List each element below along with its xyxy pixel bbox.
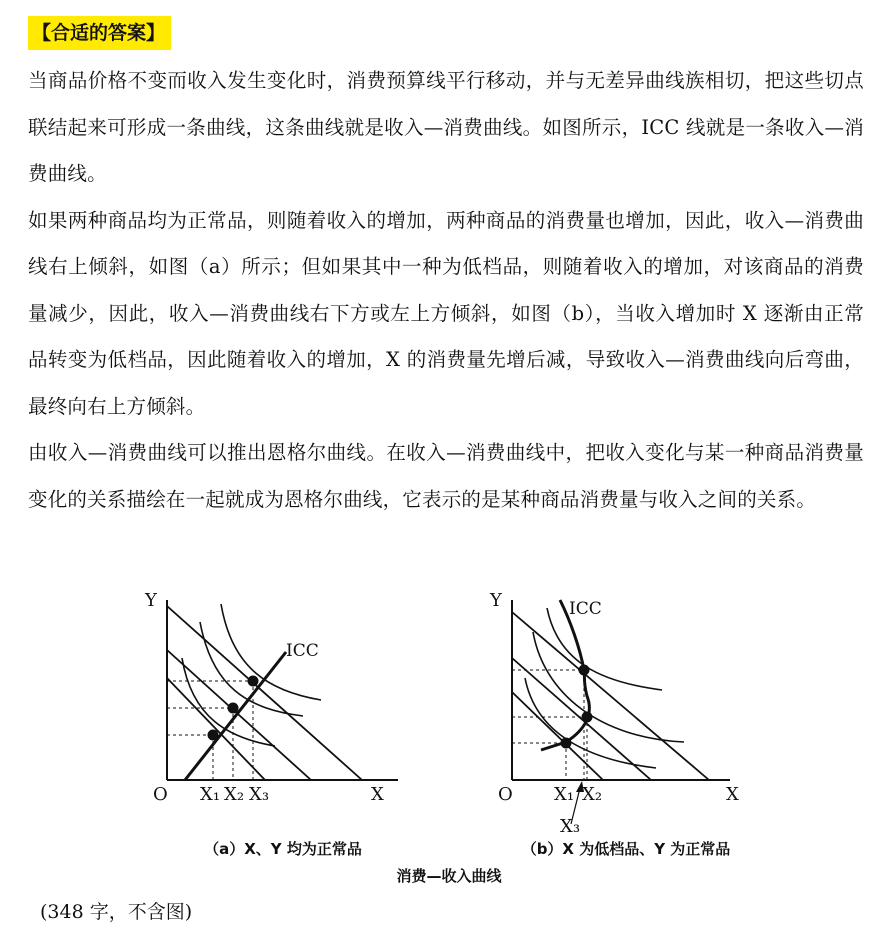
panel-b-origin-label: O	[498, 784, 513, 805]
panel-b-caption: （b）X 为低档品、Y 为正常品	[521, 840, 731, 858]
panel-a-caption: （a）X、Y 均为正常品	[204, 840, 362, 858]
panel-a	[144, 590, 398, 858]
panel-a-y-label: Y	[145, 590, 157, 611]
panel-b-x-label: X	[726, 784, 739, 805]
panel-b-tangent-point-1	[561, 738, 571, 748]
panel-a-x-label: X	[371, 784, 384, 805]
panel-a-x3-label: X₃	[249, 784, 270, 805]
icc-figure-svg	[0, 578, 890, 888]
panel-b-icc-label: ICC	[569, 599, 602, 619]
panel-a-x1-label: X₁	[200, 784, 221, 805]
paragraph-3: 由收入—消费曲线可以推出恩格尔曲线。在收入—消费曲线中，把收入变化与某一种商品消费量变化的关系描绘在一起就成为恩格尔曲线，它表示的是某种商品消费量与收入之间的关系。	[28, 441, 864, 511]
panel-a-tangent-point-2	[228, 703, 238, 713]
panel-b-tangent-point-2	[582, 712, 592, 722]
panel-b-x2-label: X₂	[582, 784, 603, 805]
panel-a-icc-label: ICC	[286, 641, 319, 661]
panel-b-budget-line-2	[512, 658, 651, 780]
panel-a-tangent-point-3	[248, 676, 258, 686]
answer-body	[28, 58, 864, 523]
paragraph-2: 如果两种商品均为正常品，则随着收入的增加，两种商品的消费量也增加，因此，收入—消费曲线右上倾斜，如图（a）所示；但如果其中一种为低档品，则随着收入的增加，对该商品的消费量减少，因此，收入—消费曲线右下方或左上方倾斜，如图（b），当收入增加时 X 逐渐由正常品转变为低档品，因此随着收入的增加，X 的消费量先增后减，导致收入—消费曲线向后弯曲，最终向右上方倾斜。	[28, 208, 864, 418]
word-count-note: (348 字，不含图)	[40, 901, 193, 923]
icc-figure	[0, 578, 890, 888]
paragraph-1: 当商品价格不变而收入发生变化时，消费预算线平行移动，并与无差异曲线族相切，把这些切点联结起来可形成一条曲线，这条曲线就是收入—消费曲线。如图所示，ICC 线就是一条收入—消费曲线。	[28, 69, 864, 185]
panel-b-x1-label: X₁	[554, 784, 575, 805]
panel-b-x3-label: X₃	[560, 816, 581, 837]
panel-b-y-label: Y	[490, 590, 502, 611]
answer-heading: 【合适的答案】	[28, 16, 171, 50]
panel-a-indifference-curve-1	[182, 658, 275, 746]
figure-caption: 消费—收入曲线	[396, 867, 502, 885]
panel-b-budget-line-3	[512, 612, 709, 780]
panel-b-tangent-point-3	[579, 665, 589, 675]
panel-a-origin-label: O	[153, 784, 168, 805]
panel-b	[489, 590, 739, 858]
panel-a-x2-label: X₂	[224, 784, 245, 805]
panel-a-budget-line-3	[167, 606, 362, 780]
panel-b-indifference-curve-3	[547, 608, 662, 690]
panel-a-tangent-point-1	[208, 730, 218, 740]
panel-a-icc-curve	[185, 652, 286, 780]
